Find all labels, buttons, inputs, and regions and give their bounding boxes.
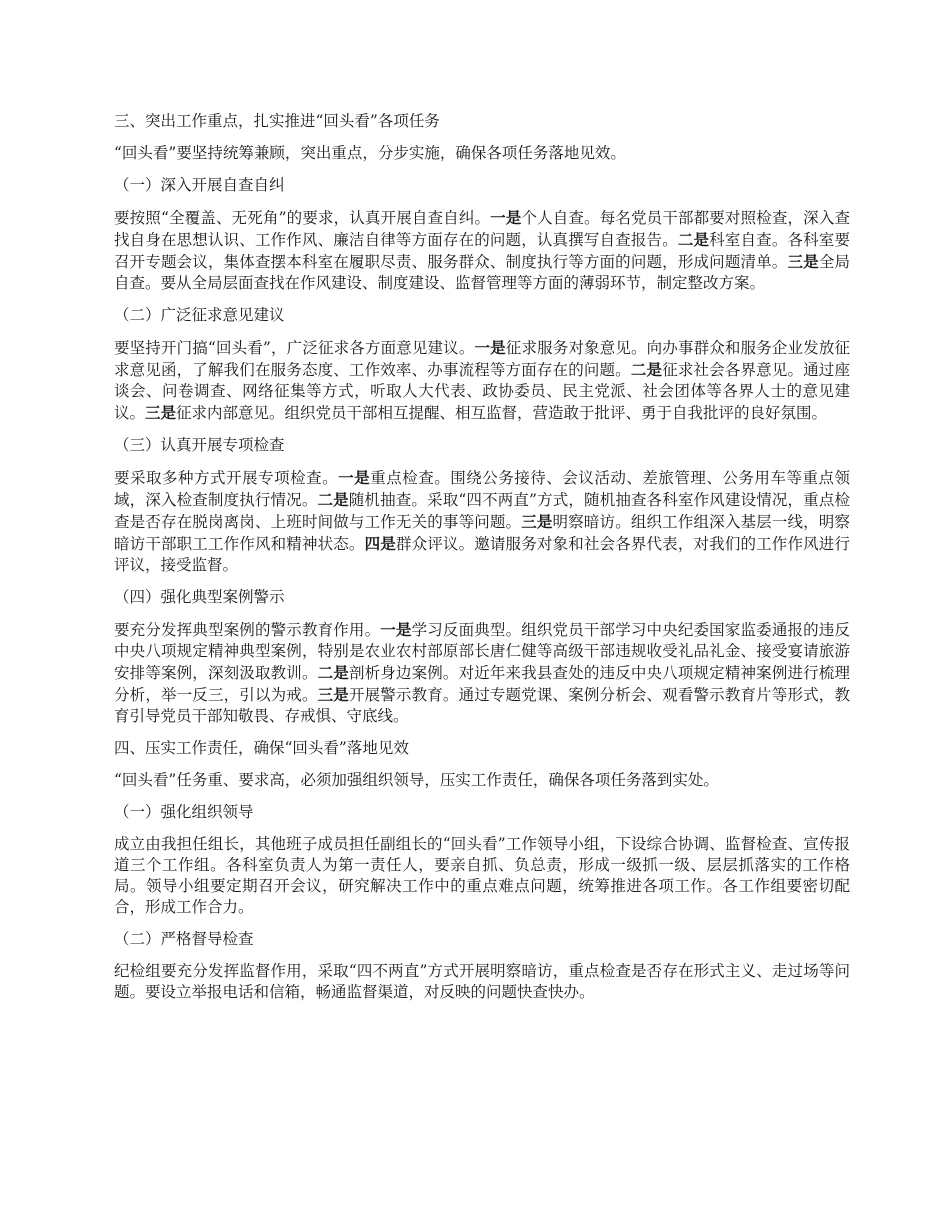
paragraph-text: 随机抽查。采取“四不两直”方式，随机抽查各科室作风建设情况，重点检查是否存在脱岗离岗、上班时间做与工作无关的事等问题。 <box>114 491 850 531</box>
paragraph-text: 要坚持开门搞“回头看”，广泛征求各方面意见建议。 <box>114 339 475 357</box>
paragraph-text: 重点检查。围绕公务接待、会议活动、差旅管理、公务用车等重点领域，深入检查制度执行情况。 <box>114 469 850 509</box>
paragraph-text: “回头看”要坚持统筹兼顾，突出重点，分步实施，确保各项任务落地见效。 <box>114 144 626 162</box>
paragraph-text: 要采取多种方式开展专项检查。 <box>114 469 339 487</box>
ordinal-marker: 三是 <box>521 512 553 531</box>
body-paragraph <box>114 467 850 576</box>
ordinal-marker: 三是 <box>317 685 349 704</box>
ordinal-marker: 二是 <box>630 360 663 379</box>
body-paragraph <box>114 143 850 164</box>
ordinal-marker: 一是 <box>474 338 506 357</box>
section-heading: （一）深入开展自查自纠 <box>114 176 285 194</box>
ordinal-marker: 二是 <box>677 230 710 249</box>
paragraph-text: 群众评议。邀请服务对象和社会各界代表，对我们的工作作风进行评议，接受监督。 <box>114 535 850 574</box>
section-heading: （二）严格督导检查 <box>114 930 254 948</box>
paragraph-text: 征求服务对象意见。向办事群众和服务企业发放征求意见函，了解我们在服务态度、工作效率、办事流程等方面存在的问题。 <box>114 339 850 379</box>
body-paragraph <box>114 961 850 1003</box>
paragraph-text: 明察暗访。组织工作组深入基层一线，明察暗访干部职工工作作风和精神状态。 <box>114 513 850 553</box>
section-heading: 四、压实工作责任，确保“回头看”落地见效 <box>114 739 409 757</box>
paragraph-text: 个人自查。每名党员干部都要对照检查，深入查找自身在思想认识、工作作风、廉洁自律等方面存在的问题，认真撰写自查报告。 <box>114 209 850 249</box>
body-paragraph <box>114 207 850 294</box>
ordinal-marker: 二是 <box>317 490 349 509</box>
paragraph-text: 开展警示教育。通过专题党课、案例分析会、观看警示教育片等形式，教育引导党员干部知敬畏、存戒惧、守底线。 <box>114 686 850 725</box>
paragraph-text: “回头看”任务重、要求高，必须加强组织领导，压实工作责任，确保各项任务落到实处。 <box>114 771 719 789</box>
paragraph-text: 要充分发挥典型案例的警示教育作用。 <box>114 621 381 639</box>
paragraph-text: 成立由我担任组长，其他班子成员担任副组长的“回头看”工作领导小组，下设综合协调、监督检查、宣传报道三个工作组。各科室负责人为第一责任人，要亲自抓、负总责，形成一级抓一级、层层抓落实的工作格局。领导小组要定期召开会议，研究解决工作中的重点难点问题，统筹推进各项工作。各工作组要密切配合，形成工作合力。 <box>114 835 850 916</box>
ordinal-marker: 一是 <box>338 468 371 487</box>
section-heading: （二）广泛征求意见建议 <box>114 306 285 324</box>
ordinal-marker: 四是 <box>364 534 396 553</box>
document-page <box>114 111 850 1014</box>
paragraph-text: 科室自查。各科室要召开专题会议，集体查摆本科室在履职尽责、服务群众、制度执行等方面的问题，形成问题清单。 <box>114 231 850 271</box>
ordinal-marker: 一是 <box>380 620 412 639</box>
paragraph-text: 征求内部意见。组织党员干部相互提醒、相互监督，营造敢于批评、勇于自我批评的良好氛围。 <box>176 404 828 422</box>
section-heading: （三）认真开展专项检查 <box>114 436 285 454</box>
paragraph-text: 学习反面典型。组织党员干部学习中央纪委国家监委通报的违反中央八项规定精神典型案例，特别是农业农村部原部长唐仁健等高级干部违规收受礼品礼金、接受宴请旅游安排等案例，深刻汲取教训。 <box>114 621 850 682</box>
paragraph-text: 全局自查。要从全局层面查找在作风建设、制度建设、监督管理等方面的薄弱环节，制定整改方案。 <box>114 253 850 292</box>
paragraph-text: 征求社会各界意见。通过座谈会、问卷调查、网络征集等方式，听取人大代表、政协委员、民主党派、社会团体等各界人士的意见建议。 <box>114 361 850 422</box>
paragraph-text: 剖析身边案例。对近年来我县查处的违反中央八项规定精神案例进行梳理分析，举一反三，引以为戒。 <box>114 664 850 704</box>
section-heading: 三、突出工作重点，扎实推进“回头看”各项任务 <box>114 112 440 130</box>
ordinal-marker: 二是 <box>317 663 349 682</box>
body-paragraph <box>114 619 850 727</box>
body-paragraph <box>114 337 850 424</box>
ordinal-marker: 三是 <box>145 403 177 422</box>
paragraph-text: 要按照“全覆盖、无死角”的要求，认真开展自查自纠。 <box>114 209 491 227</box>
section-heading: （一）强化组织领导 <box>114 803 254 821</box>
section-heading: （四）强化典型案例警示 <box>114 588 285 606</box>
ordinal-marker: 一是 <box>490 208 522 227</box>
paragraph-text: 纪检组要充分发挥监督作用，采取“四不两直”方式开展明察暗访，重点检查是否存在形式主义、走过场等问题。要设立举报电话和信箱，畅通监督渠道，对反映的问题快查快办。 <box>114 962 850 1001</box>
ordinal-marker: 三是 <box>787 252 819 271</box>
body-paragraph <box>114 834 850 918</box>
body-paragraph <box>114 770 850 791</box>
